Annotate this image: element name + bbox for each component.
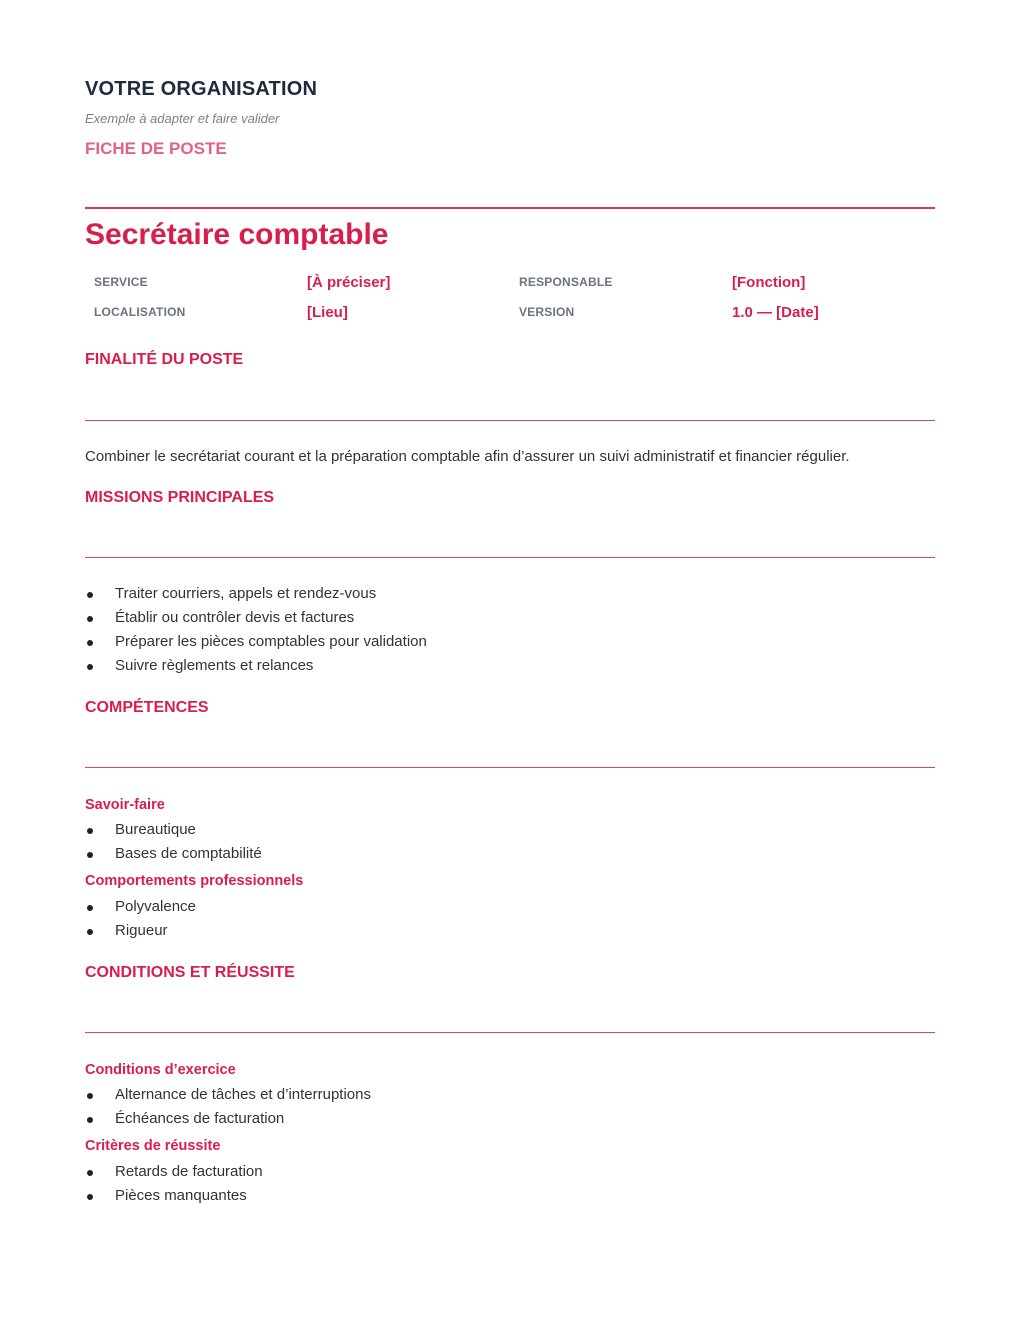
list-item <box>85 630 427 654</box>
list-item <box>85 1160 263 1184</box>
bullet-icon <box>87 1093 93 1099</box>
job-title: Secrétaire comptable <box>85 218 389 251</box>
list-item-text: Retards de facturation <box>115 1163 263 1180</box>
list-item-text: Traiter courriers, appels et rendez-vous <box>115 585 377 602</box>
section-divider <box>85 420 935 421</box>
section-title-missions: MISSIONS PRINCIPALES <box>85 489 275 506</box>
conditions-exercice-list <box>85 1083 371 1131</box>
tagline: Exemple à adapter et faire valider <box>85 111 280 126</box>
section-title-conditions: CONDITIONS ET RÉUSSITE <box>85 964 295 981</box>
localisation-value: [Lieu] <box>307 304 348 321</box>
subsection-title-conditions-exercice: Conditions d’exercice <box>85 1062 236 1078</box>
organization-name: VOTRE ORGANISATION <box>85 78 318 100</box>
list-item-text: Bureautique <box>115 821 196 838</box>
version-label: VERSION <box>519 305 575 319</box>
list-item <box>85 818 262 842</box>
service-label: SERVICE <box>94 275 148 289</box>
savoir-faire-list <box>85 818 262 866</box>
bullet-icon <box>87 929 93 935</box>
list-item-text: Rigueur <box>115 922 168 939</box>
bullet-icon <box>87 640 93 646</box>
list-item <box>85 582 427 606</box>
bullet-icon <box>87 905 93 911</box>
list-item-text: Pièces manquantes <box>115 1187 247 1204</box>
list-item <box>85 1083 371 1107</box>
bullet-icon <box>87 1117 93 1123</box>
list-item <box>85 606 427 630</box>
bullet-icon <box>87 592 93 598</box>
section-divider <box>85 557 935 558</box>
list-item <box>85 895 196 919</box>
section-title-finalite: FINALITÉ DU POSTE <box>85 351 244 368</box>
list-item <box>85 654 427 678</box>
missions-list <box>85 582 427 678</box>
bullet-icon <box>87 616 93 622</box>
list-item-text: Bases de comptabilité <box>115 845 262 862</box>
list-item-text: Établir ou contrôler devis et factures <box>115 609 355 626</box>
list-item-text: Suivre règlements et relances <box>115 657 314 674</box>
bullet-icon <box>87 1170 93 1176</box>
list-item-text: Alternance de tâches et d’interruptions <box>115 1086 371 1103</box>
list-item <box>85 1184 263 1208</box>
list-item <box>85 1107 371 1131</box>
service-value: [À préciser] <box>307 274 391 291</box>
subsection-title-criteres: Critères de réussite <box>85 1138 221 1154</box>
section-title-competences: COMPÉTENCES <box>85 699 209 716</box>
version-value: 1.0 — [Date] <box>732 304 819 321</box>
list-item-text: Préparer les pièces comptables pour validation <box>115 633 427 650</box>
list-item-text: Polyvalence <box>115 898 196 915</box>
responsable-value: [Fonction] <box>732 274 806 291</box>
section-divider <box>85 1032 935 1033</box>
list-item-text: Échéances de facturation <box>115 1110 285 1127</box>
responsable-label: RESPONSABLE <box>519 275 613 289</box>
finalite-text: Combiner le secrétariat courant et la préparation comptable afin d’assurer un suivi administratif et financier régulier. <box>85 448 850 465</box>
list-item <box>85 919 196 943</box>
section-divider <box>85 767 935 768</box>
document-page <box>85 0 935 1320</box>
list-item <box>85 842 262 866</box>
comportements-list <box>85 895 196 943</box>
bullet-icon <box>87 852 93 858</box>
subsection-title-savoir-faire: Savoir-faire <box>85 797 165 813</box>
subsection-title-comportements: Comportements professionnels <box>85 873 304 889</box>
criteres-list <box>85 1160 263 1208</box>
document-type: FICHE DE POSTE <box>85 139 227 158</box>
bullet-icon <box>87 664 93 670</box>
title-divider <box>85 207 935 209</box>
bullet-icon <box>87 828 93 834</box>
bullet-icon <box>87 1194 93 1200</box>
localisation-label: LOCALISATION <box>94 305 186 319</box>
